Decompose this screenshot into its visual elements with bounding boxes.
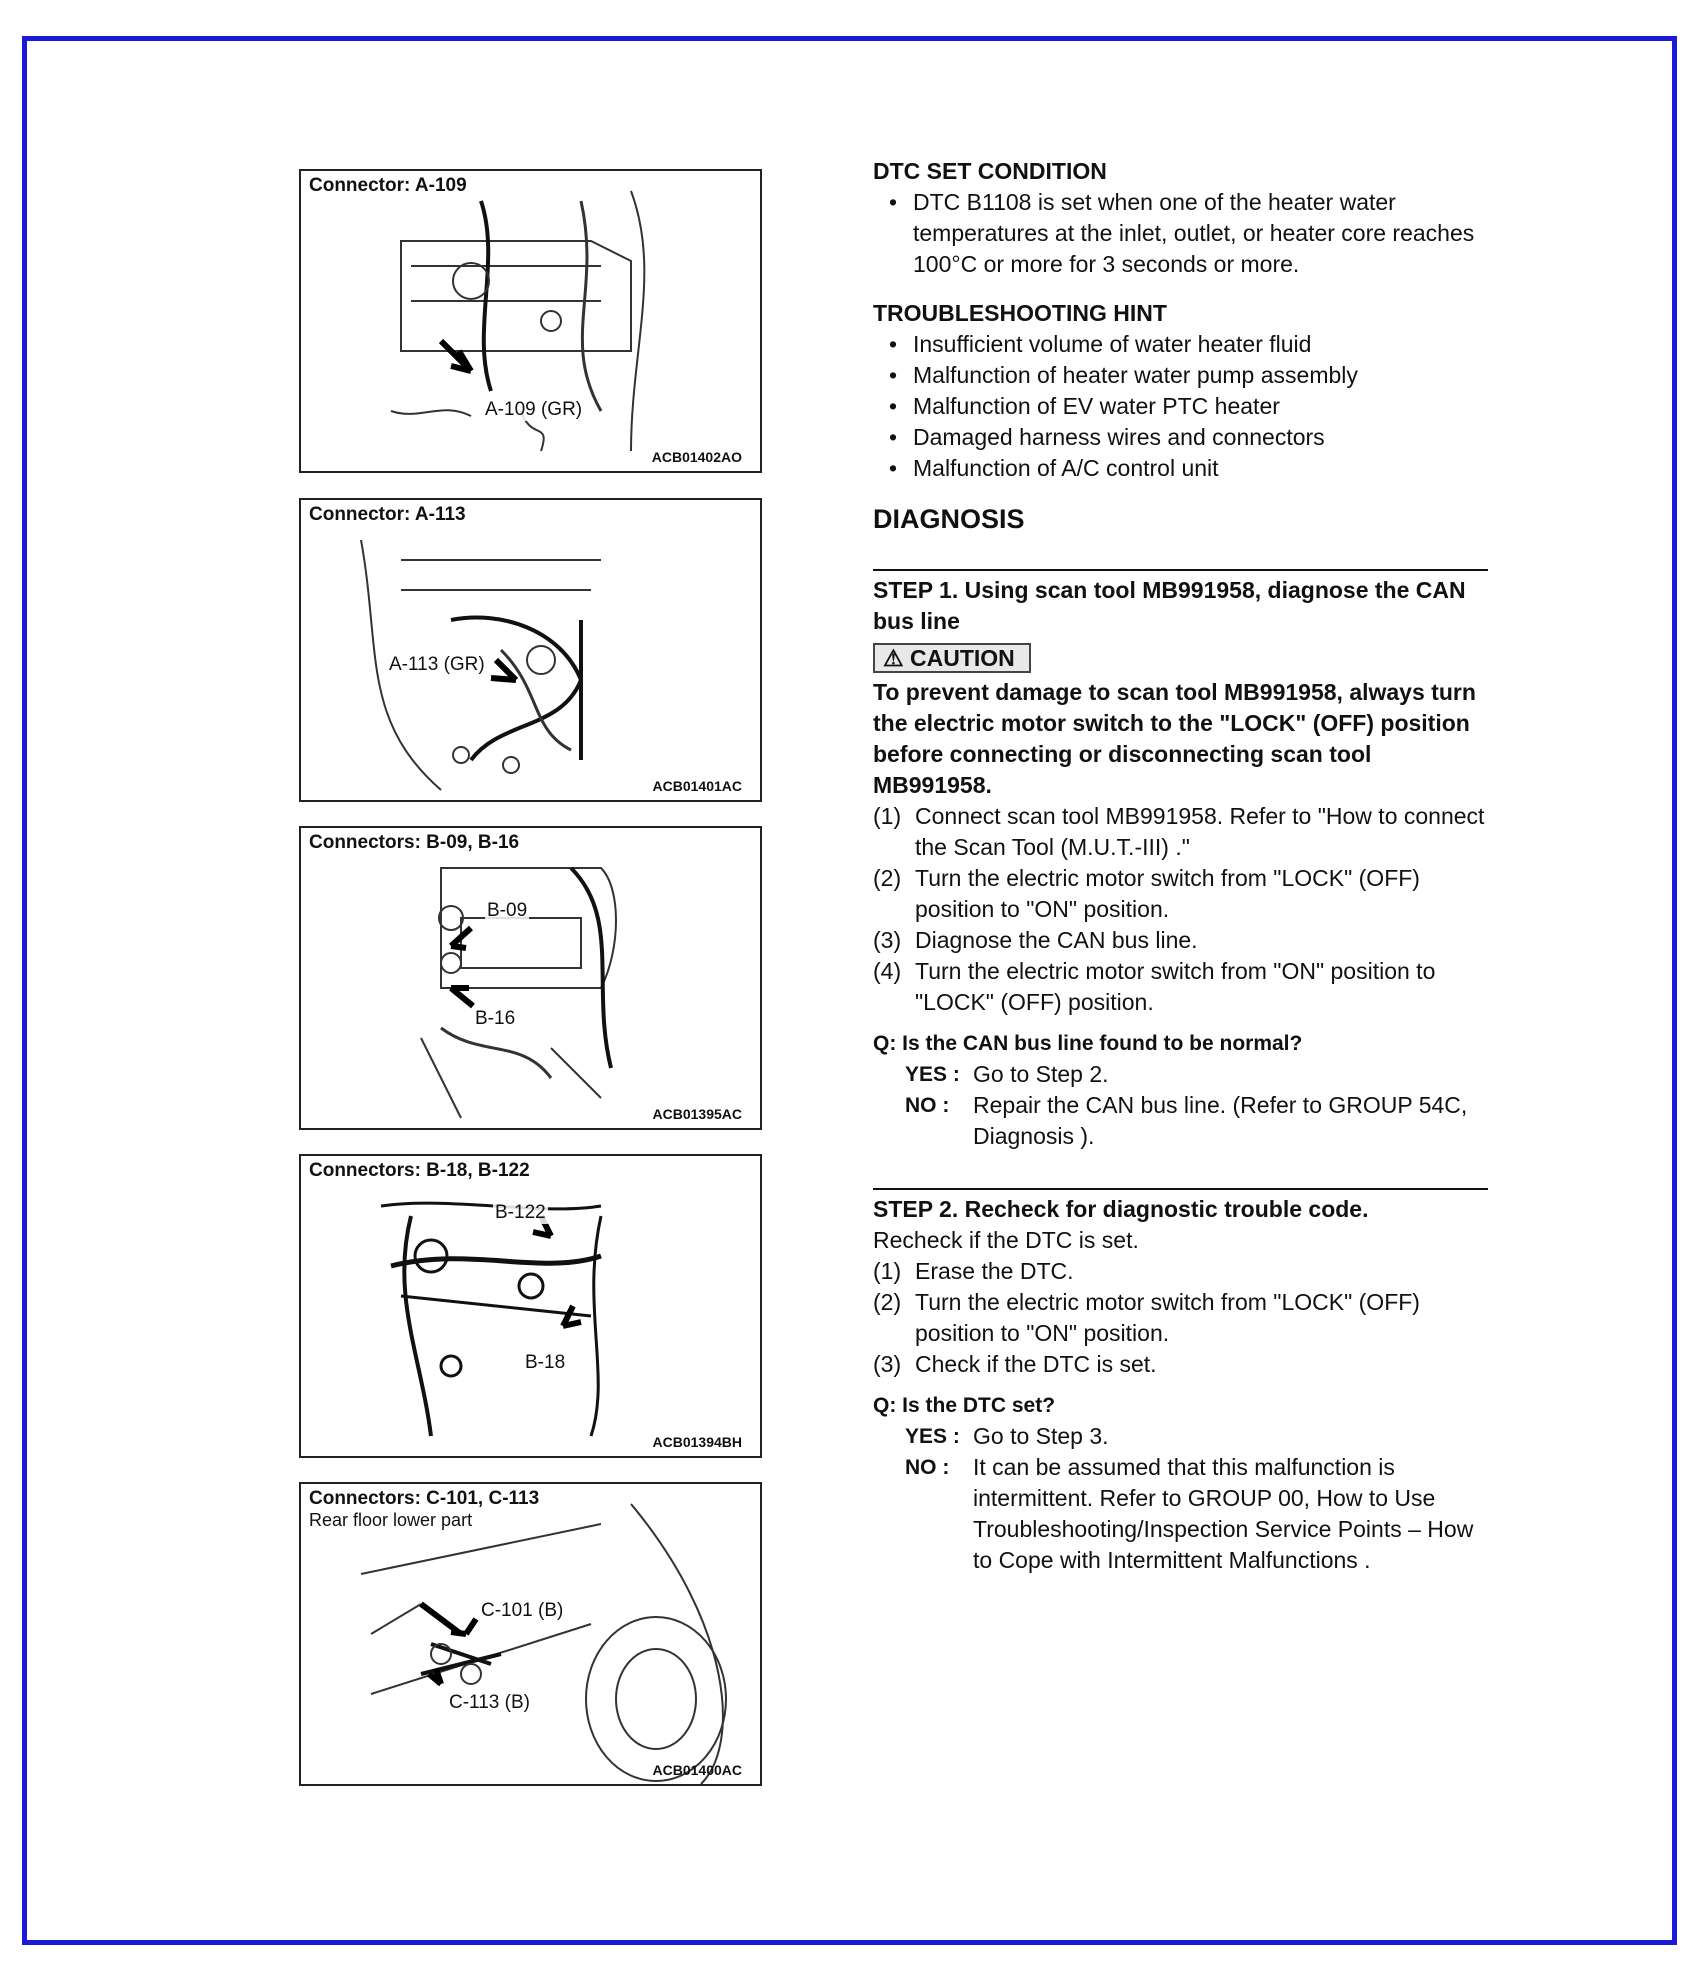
figure-caption: Connectors: C-101, C-113 [309, 1488, 540, 1509]
step-text: Diagnose the CAN bus line. [915, 927, 1198, 953]
connector-label: B-09 [487, 900, 528, 921]
figure-caption: Connectors: B-18, B-122 [309, 1160, 530, 1181]
step-text: Erase the DTC. [915, 1258, 1074, 1284]
hint-heading: TROUBLESHOOTING HINT [873, 300, 1167, 326]
step-text: Turn the electric motor switch from "LOCK" (OFF) position to "ON" position. [915, 865, 1420, 922]
step-number: (1) [873, 1258, 902, 1284]
figure-connector-b18-b122 [299, 1154, 762, 1458]
list-item: • Insufficient volume of water heater fluid [873, 329, 1488, 360]
connector-label: B-16 [475, 1008, 516, 1029]
step-title: STEP 2. Recheck for diagnostic trouble code. [873, 1196, 1369, 1222]
figure-caption: Connector: A-109 [309, 175, 467, 196]
step-number: (4) [873, 958, 902, 984]
step-text: Check if the DTC is set. [915, 1351, 1157, 1377]
question: Q: Is the CAN bus line found to be normal? [873, 1032, 1303, 1055]
connector-label: A-109 (GR) [485, 399, 583, 420]
list-item: • Malfunction of A/C control unit [873, 453, 1488, 484]
numbered-step [873, 1256, 1488, 1287]
connector-label: C-113 (B) [449, 1692, 530, 1713]
step-text: Connect scan tool MB991958. Refer to "How to connect the Scan Tool (M.U.T.-III) ." [915, 803, 1485, 860]
step-intro: Recheck if the DTC is set. [873, 1227, 1139, 1253]
figure-code: ACB01395AC [652, 1106, 742, 1122]
step-text: Turn the electric motor switch from "ON" position to "LOCK" (OFF) position. [915, 958, 1436, 1015]
numbered-step [873, 1287, 1488, 1349]
step-title: STEP 1. Using scan tool MB991958, diagnose the CAN bus line [873, 577, 1466, 634]
figure-caption: Connectors: B-09, B-16 [309, 832, 520, 853]
answer-no [873, 1090, 1488, 1152]
step-1 [873, 569, 1488, 1152]
figure-connector-a113 [299, 498, 762, 802]
figure-subcaption: Rear floor lower part [309, 1510, 473, 1530]
answer-yes [873, 1421, 1488, 1452]
answer-yes [873, 1059, 1488, 1090]
numbered-step [873, 956, 1488, 1018]
list-item: • DTC B1108 is set when one of the heater water temperatures at the inlet, outlet, or heater core reaches 100°C or more for 3 seconds or more. [873, 187, 1488, 280]
figure-connector-c101-c113 [299, 1482, 762, 1786]
dtc-list [873, 187, 1488, 280]
figure-connector-a109 [299, 169, 762, 473]
answer-key: YES : [905, 1425, 960, 1448]
answer-key: YES : [905, 1063, 960, 1086]
figure-code: ACB01401AC [652, 778, 742, 794]
answer-text: It can be assumed that this malfunction is intermittent. Refer to GROUP 00, How to Use Troubleshooting/Inspection Service Points – How to Cope with Intermittent Malfunctions . [973, 1454, 1474, 1573]
connector-label: B-18 [525, 1352, 566, 1373]
dtc-heading: DTC SET CONDITION [873, 158, 1107, 184]
figure-code: ACB01402AO [651, 449, 742, 465]
answer-text: Repair the CAN bus line. (Refer to GROUP 54C, Diagnosis ). [973, 1092, 1468, 1149]
illustration-dashboard [301, 828, 762, 1130]
list-item: • Malfunction of heater water pump assembly [873, 360, 1488, 391]
answer-no [873, 1452, 1488, 1576]
numbered-step [873, 1349, 1488, 1380]
list-item: • Malfunction of EV water PTC heater [873, 391, 1488, 422]
step-2 [873, 1188, 1488, 1576]
illustration-engine-bay [301, 171, 762, 473]
hint-list [873, 329, 1488, 484]
step-text: Turn the electric motor switch from "LOCK" (OFF) position to "ON" position. [915, 1289, 1420, 1346]
figure-code: ACB01400AC [652, 1762, 742, 1778]
figure-caption: Connector: A-113 [309, 504, 466, 525]
step-number: (2) [873, 1289, 902, 1315]
answer-text: Go to Step 2. [973, 1061, 1109, 1087]
connector-label: C-101 (B) [481, 1600, 564, 1621]
answer-key: NO : [905, 1456, 950, 1479]
answer-text: Go to Step 3. [973, 1423, 1109, 1449]
connector-label: B-122 [495, 1202, 546, 1223]
caution-text: To prevent damage to scan tool MB991958, always turn the electric motor switch to the "LOCK" (OFF) position before connecting or disconnecting scan tool MB991958. [873, 679, 1476, 798]
numbered-step [873, 925, 1488, 956]
figure-connector-b09-b16 [299, 826, 762, 1130]
list-item: • Damaged harness wires and connectors [873, 422, 1488, 453]
step-number: (1) [873, 803, 902, 829]
caution-badge [873, 643, 1031, 673]
figure-code: ACB01394BH [652, 1434, 742, 1450]
numbered-step [873, 863, 1488, 925]
question: Q: Is the DTC set? [873, 1394, 1056, 1417]
procedure-text [873, 156, 1488, 1576]
connector-label: A-113 (GR) [389, 654, 485, 675]
warning-triangle-icon: ⚠ [883, 645, 904, 671]
answer-key: NO : [905, 1094, 950, 1117]
illustration-engine-bay [301, 500, 762, 802]
step-number: (3) [873, 927, 902, 953]
numbered-step [873, 801, 1488, 863]
step-number: (3) [873, 1351, 902, 1377]
step-number: (2) [873, 865, 902, 891]
diagnosis-heading: DIAGNOSIS [873, 504, 1025, 534]
caution-label: CAUTION [910, 645, 1015, 671]
